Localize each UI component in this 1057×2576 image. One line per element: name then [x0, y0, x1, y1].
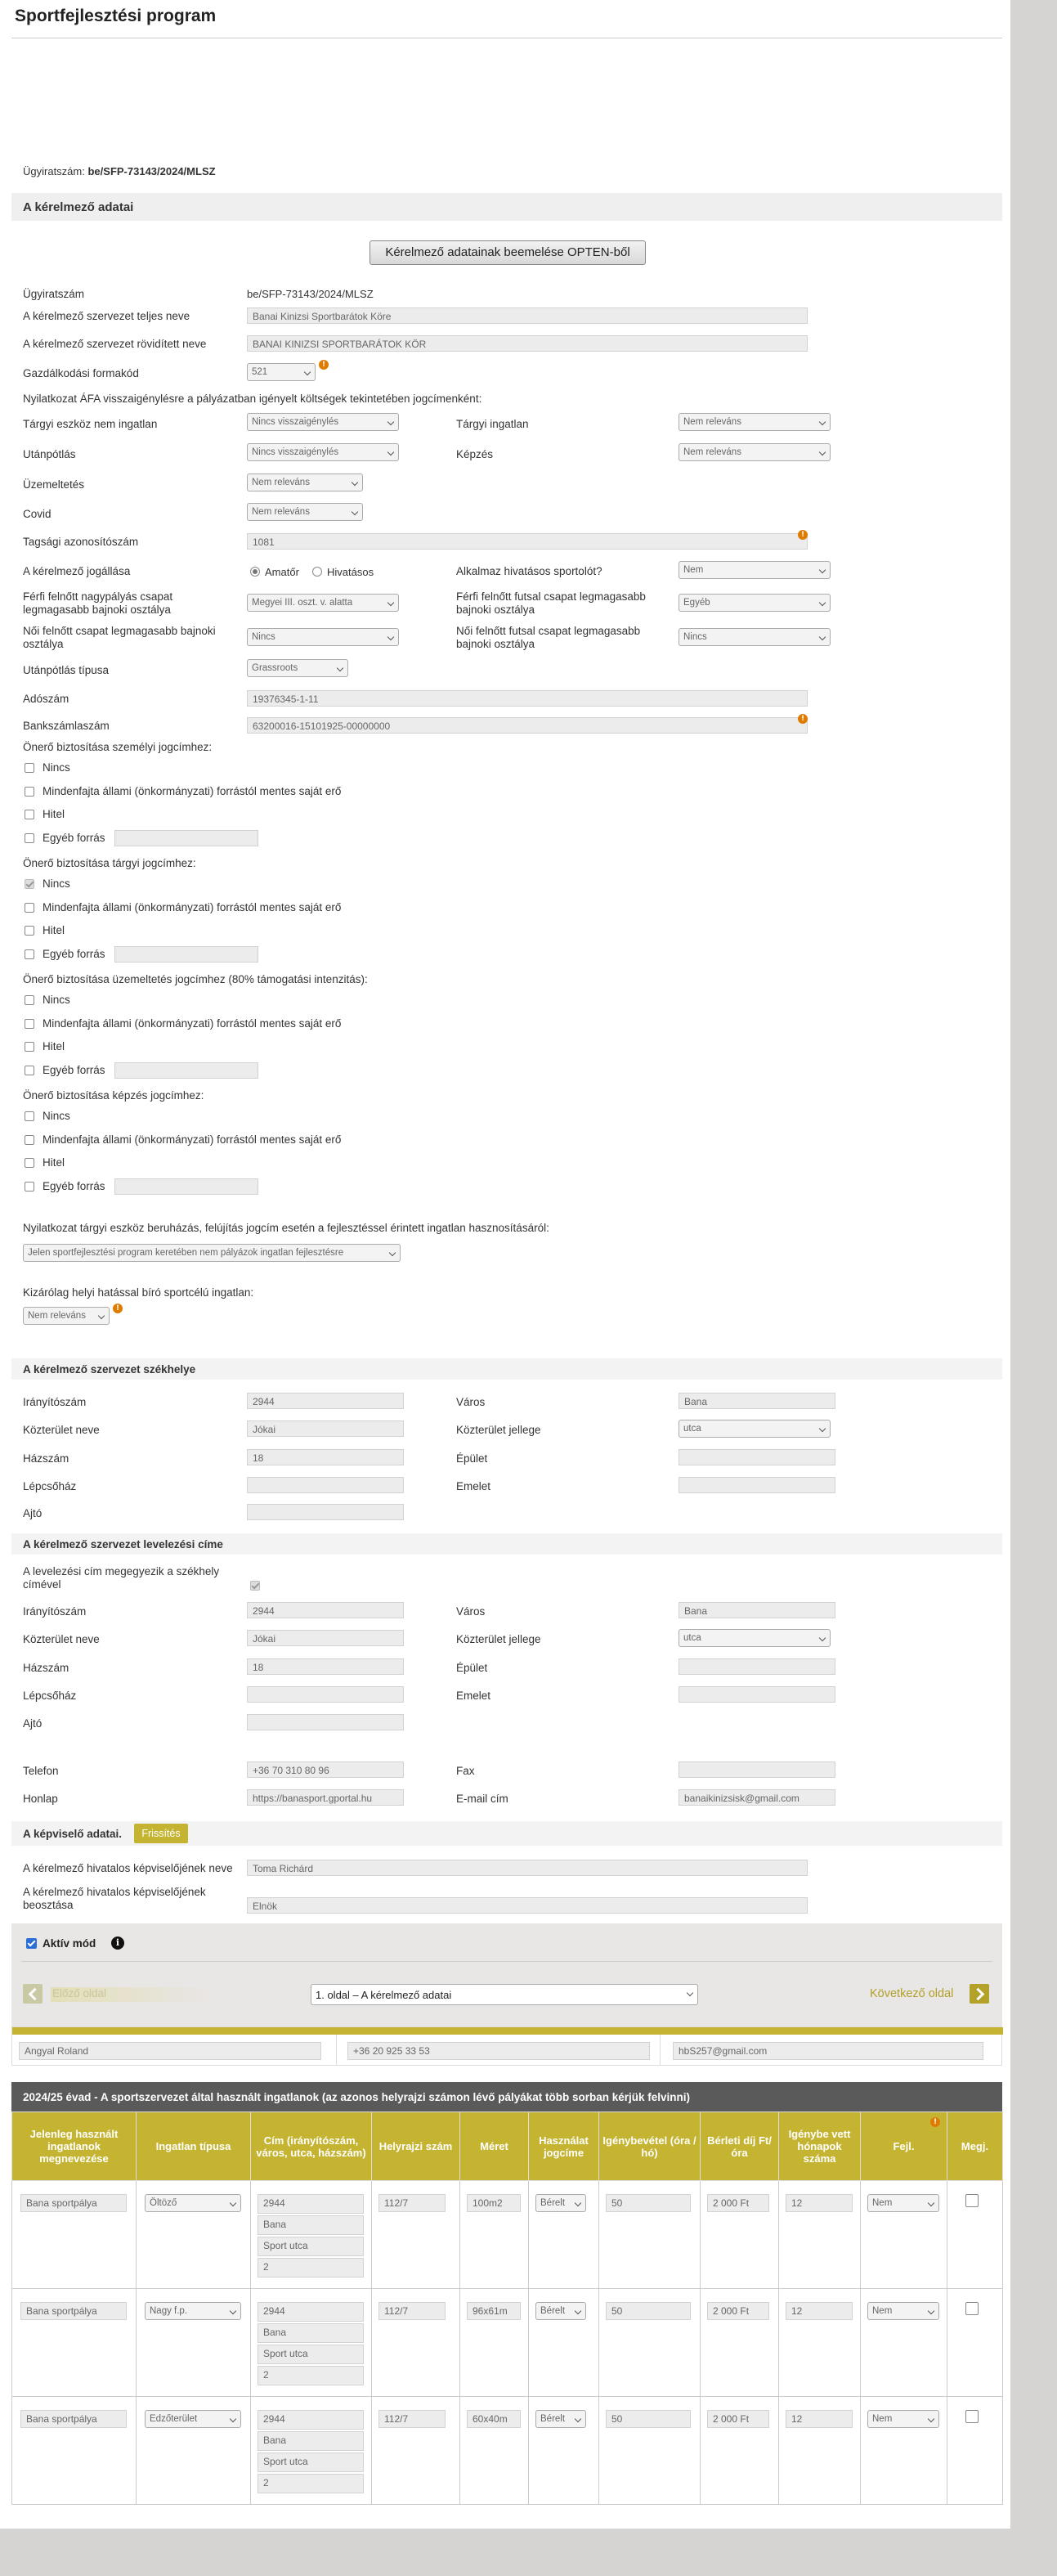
applicant-section-header — [11, 193, 1002, 221]
facilities-column-header: Fejl. ! — [861, 2112, 947, 2181]
women-league-label: Női felnőtt csapat legmagasabb bajnoki osztálya — [23, 625, 216, 650]
nav-divider — [21, 1961, 992, 1962]
case-no-value: be/SFP-73143/2024/MLSZ — [247, 288, 374, 300]
own-funds-option-label: Nincs — [43, 1110, 70, 1122]
facility-note-checkbox[interactable] — [965, 2410, 979, 2423]
facility-street-input[interactable]: Sport utca — [258, 2453, 364, 2472]
facility-hours-input[interactable]: 50 — [606, 2302, 691, 2320]
facilities-column-header: Helyrajzi szám — [372, 2112, 460, 2181]
own-funds-option-label: Egyéb forrás — [43, 947, 105, 960]
facility-house-input[interactable]: 2 — [258, 2366, 364, 2385]
own-funds-option-label: Mindenfajta állami (önkormányzati) forrástól mentes saját erő — [43, 784, 342, 797]
facility-months-input[interactable]: 12 — [786, 2410, 853, 2428]
fax-label: Fax — [456, 1765, 475, 1777]
men-futsal-label: Férfi felnőtt futsal csapat legmagasabb bajnoki osztálya — [456, 590, 646, 616]
mail-same-label: A levelezési cím megegyezik a székhely címével — [23, 1565, 220, 1591]
web-input[interactable]: https://banasport.gportal.hu — [247, 1789, 404, 1806]
own-funds-checkbox[interactable] — [25, 810, 34, 819]
facility-hours-input[interactable]: 50 — [606, 2410, 691, 2428]
next-page-button[interactable]: Következő oldal — [870, 1987, 954, 2000]
seat-zip-label: Irányítószám — [23, 1396, 87, 1408]
men-futsal-select[interactable]: Egyéb — [679, 594, 831, 612]
facilities-column-header: Méret — [460, 2112, 529, 2181]
facilities-column-header: Igénybe vett hónapok száma — [779, 2112, 861, 2181]
gold-bar — [12, 2027, 1003, 2035]
contact-person-panel — [11, 2026, 1002, 2066]
seat-street-label: Közterület neve — [23, 1424, 100, 1436]
own-funds-other-input[interactable] — [114, 830, 258, 846]
table-row — [12, 2289, 1003, 2397]
employs-pro-select[interactable]: Nem — [679, 561, 831, 579]
seat-floor-input[interactable] — [679, 1477, 835, 1493]
own-funds-checkbox[interactable] — [25, 1019, 34, 1029]
table-row — [12, 2181, 1003, 2289]
training-select[interactable]: Nem releváns — [679, 443, 831, 461]
facility-hrsz-input[interactable]: 112/7 — [378, 2410, 446, 2428]
warning-icon: ! — [113, 1304, 123, 1313]
facility-type-select[interactable]: Nagy f.p. — [145, 2302, 241, 2320]
prev-page-button[interactable]: Előző oldal — [51, 1987, 213, 2002]
seat-city-input[interactable]: Bana — [679, 1393, 835, 1409]
facility-fee-input[interactable]: 2 000 Ft — [707, 2410, 769, 2428]
facility-zip-input[interactable]: 2944 — [258, 2410, 364, 2430]
facility-hrsz-input[interactable]: 112/7 — [378, 2302, 446, 2320]
own-funds-checkbox[interactable] — [25, 1158, 34, 1168]
full-name-input[interactable]: Banai Kinizsi Sportbarátok Köre — [247, 307, 808, 324]
bank-input[interactable]: 63200016-15101925-00000000 — [247, 717, 808, 734]
facility-size-input[interactable]: 96x61m — [467, 2302, 521, 2320]
own-funds-title: Önerő biztosítása képzés jogcímhez: — [23, 1089, 204, 1102]
facility-note-checkbox[interactable] — [965, 2194, 979, 2207]
email-input[interactable]: banaikinizsisk@gmail.com — [679, 1789, 835, 1806]
warning-icon: ! — [798, 530, 808, 540]
seat-section-title: A kérelmező szervezet székhelye — [23, 1363, 196, 1376]
own-funds-option-label: Egyéb forrás — [43, 1179, 105, 1192]
facilities-column-header: Bérleti díj Ft/óra — [701, 2112, 779, 2181]
own-funds-option-label: Hitel — [43, 924, 65, 936]
page-title: Sportfejlesztési program — [15, 7, 217, 25]
contact-person-name[interactable]: Angyal Roland — [19, 2042, 321, 2060]
facility-fee-input[interactable]: 2 000 Ft — [707, 2194, 769, 2212]
opten-import-button[interactable]: Kérelmező adatainak beemelése OPTEN-ből — [370, 240, 646, 265]
training-label: Képzés — [456, 448, 494, 460]
mail-door-label: Ajtó — [23, 1717, 43, 1730]
own-funds-other-input[interactable] — [114, 1062, 258, 1079]
facility-name-input[interactable]: Bana sportpálya — [20, 2194, 127, 2212]
own-funds-option-label: Mindenfajta állami (önkormányzati) forrástól mentes saját erő — [43, 1133, 342, 1146]
mail-city-input[interactable]: Bana — [679, 1602, 835, 1618]
seat-stair-label: Lépcsőház — [23, 1480, 77, 1492]
own-funds-option-label: Nincs — [43, 761, 70, 774]
contact-person-email[interactable]: hbS257@gmail.com — [673, 2042, 983, 2060]
seat-house-label: Házszám — [23, 1452, 69, 1465]
vat-statement: Nyilatkozat ÁFA visszaigénylésre a pályázatban igényelt költségek tekintetében jogcímenként: — [23, 393, 482, 405]
mail-building-input[interactable] — [679, 1658, 835, 1675]
youth-label: Utánpótlás — [23, 448, 76, 460]
facility-use-select[interactable]: Bérelt — [535, 2410, 586, 2428]
facility-note-checkbox[interactable] — [965, 2302, 979, 2315]
own-funds-option-label: Egyéb forrás — [43, 1063, 105, 1076]
seat-door-label: Ajtó — [23, 1507, 43, 1519]
mail-same-checkbox[interactable] — [250, 1581, 260, 1591]
tax-input[interactable]: 19376345-1-11 — [247, 690, 808, 707]
mail-zip-label: Irányítószám — [23, 1605, 87, 1618]
representative-section-header — [11, 1821, 1002, 1846]
seat-door-input[interactable] — [247, 1504, 404, 1520]
mail-stair-label: Lépcsőház — [23, 1690, 77, 1702]
case-number-label: Ügyiratszám: — [23, 165, 85, 177]
facility-dev-select[interactable]: Nem — [867, 2410, 939, 2428]
facilities-column-header: Igénybevétel (óra / hó) — [599, 2112, 701, 2181]
active-mode-label: Aktív mód — [43, 1937, 96, 1950]
facility-street-input[interactable]: Sport utca — [258, 2237, 364, 2256]
mail-zip-input[interactable]: 2944 — [247, 1602, 404, 1618]
facility-use-select[interactable]: Bérelt — [535, 2302, 586, 2320]
rep-name-label: A kérelmező hivatalos képviselőjének neve — [23, 1862, 233, 1874]
phone-label: Telefon — [23, 1765, 59, 1777]
own-funds-checkbox[interactable] — [25, 1135, 34, 1145]
full-name-label: A kérelmező szervezet teljes neve — [23, 310, 190, 322]
seat-zip-input[interactable]: 2944 — [247, 1393, 404, 1409]
own-funds-checkbox[interactable] — [25, 787, 34, 797]
mail-section-title: A kérelmező szervezet levelezési címe — [23, 1538, 223, 1551]
own-funds-option-label: Egyéb forrás — [43, 831, 105, 844]
facility-type-select[interactable]: Edzőterület — [145, 2410, 241, 2428]
seat-building-input[interactable] — [679, 1449, 835, 1465]
contact-person-phone[interactable]: +36 20 925 33 53 — [347, 2042, 650, 2060]
facilities-title-bar — [11, 2082, 1002, 2112]
own-funds-checkbox[interactable] — [25, 1182, 34, 1192]
email-label: E-mail cím — [456, 1793, 508, 1805]
mail-street-input[interactable]: Jókai — [247, 1630, 404, 1646]
men-league-select[interactable]: Megyei III. oszt. v. alatta — [247, 594, 399, 612]
mail-house-input[interactable]: 18 — [247, 1658, 404, 1675]
facility-use-select[interactable]: Bérelt — [535, 2194, 586, 2212]
own-funds-checkbox[interactable] — [25, 995, 34, 1005]
covid-select[interactable]: Nem releváns — [247, 503, 363, 521]
own-funds-checkbox[interactable] — [25, 1111, 34, 1121]
own-funds-checkbox[interactable] — [25, 903, 34, 913]
local-select[interactable]: Nem releváns — [23, 1307, 110, 1325]
next-arrow-icon[interactable] — [970, 1984, 989, 2004]
phone-input[interactable]: +36 70 310 80 96 — [247, 1761, 404, 1778]
property-select[interactable]: Nem releváns — [679, 413, 831, 431]
amateur-label: Amatőr — [265, 566, 299, 578]
pro-radio[interactable] — [312, 567, 322, 577]
mail-section-header — [11, 1533, 1002, 1555]
tax-label: Adószám — [23, 693, 69, 705]
employs-pro-label: Alkalmaz hivatásos sportolót? — [456, 565, 602, 577]
seat-street-input[interactable]: Jókai — [247, 1420, 404, 1437]
mail-street-type-label: Közterület jellege — [456, 1633, 541, 1645]
rep-role-label: A kérelmező hivatalos képviselőjének beosztása — [23, 1886, 206, 1911]
own-funds-checkbox[interactable] — [25, 763, 34, 773]
member-id-input[interactable]: 1081 — [247, 533, 808, 550]
facility-hrsz-input[interactable]: 112/7 — [378, 2194, 446, 2212]
rep-role-input[interactable]: Elnök — [247, 1897, 808, 1914]
own-funds-option-label: Nincs — [43, 994, 70, 1006]
mail-stair-input[interactable] — [247, 1686, 404, 1703]
facility-name-input[interactable]: Bana sportpálya — [20, 2410, 127, 2428]
own-funds-checkbox[interactable] — [25, 833, 34, 843]
amateur-radio[interactable] — [250, 567, 260, 577]
facilities-column-header: Megj. — [947, 2112, 1003, 2181]
facility-type-select[interactable]: Öltöző — [145, 2194, 241, 2212]
pro-label: Hivatásos — [327, 566, 374, 578]
seat-building-label: Épület — [456, 1452, 488, 1465]
facilities-column-header: Jelenleg használt ingatlanok megnevezése — [12, 2112, 137, 2181]
econ-form-select[interactable]: 521 — [247, 363, 316, 381]
facility-zip-input[interactable]: 2944 — [258, 2194, 364, 2214]
mail-house-label: Házszám — [23, 1662, 69, 1674]
seat-city-label: Város — [456, 1396, 486, 1408]
facilities-column-header: Használat jogcíme — [529, 2112, 599, 2181]
own-funds-title: Önerő biztosítása üzemeltetés jogcímhez (80% támogatási intenzitás): — [23, 973, 368, 985]
utilization-select[interactable]: Jelen sportfejlesztési program keretében nem pályázok ingatlan fejlesztésre — [23, 1244, 401, 1262]
facilities-column-header: Ingatlan típusa — [137, 2112, 251, 2181]
facility-size-input[interactable]: 60x40m — [467, 2410, 521, 2428]
own-funds-option-label: Hitel — [43, 808, 65, 820]
facility-city-input[interactable]: Bana — [258, 2215, 364, 2235]
own-funds-option-label: Hitel — [43, 1040, 65, 1052]
prev-arrow-icon[interactable] — [23, 1984, 43, 2004]
own-funds-checkbox[interactable] — [25, 879, 34, 889]
case-number-value: be/SFP-73143/2024/MLSZ — [87, 165, 216, 177]
seat-street-type-select[interactable]: utca — [679, 1420, 831, 1438]
mail-floor-input[interactable] — [679, 1686, 835, 1703]
rep-name-input[interactable]: Toma Richárd — [247, 1860, 808, 1876]
women-league-select[interactable]: Nincs — [247, 628, 399, 646]
tools-select[interactable]: Nincs visszaigénylés — [247, 413, 399, 431]
facility-house-input[interactable]: 2 — [258, 2258, 364, 2278]
warning-icon: ! — [319, 360, 329, 370]
warning-icon: ! — [798, 714, 808, 724]
member-id-label: Tagsági azonosítószám — [23, 536, 139, 548]
own-funds-title: Önerő biztosítása személyi jogcímhez: — [23, 741, 213, 753]
case-no-label: Ügyiratszám — [23, 288, 85, 300]
legal-status-label: A kérelmező jogállása — [23, 565, 131, 577]
econ-form-label: Gazdálkodási formakód — [23, 367, 139, 379]
active-mode-checkbox[interactable] — [26, 1938, 37, 1949]
tools-label: Tárgyi eszköz nem ingatlan — [23, 418, 158, 430]
own-funds-option-label: Mindenfajta állami (önkormányzati) forrástól mentes saját erő — [43, 1016, 342, 1030]
youth-type-select[interactable]: Grassroots — [247, 659, 348, 677]
youth-type-label: Utánpótlás típusa — [23, 664, 110, 676]
facilities-column-header: Cím (irányítószám, város, utca, házszám) — [251, 2112, 372, 2181]
bank-label: Bankszámlaszám — [23, 720, 110, 732]
facility-dev-select[interactable]: Nem — [867, 2302, 939, 2320]
own-funds-checkbox[interactable] — [25, 949, 34, 959]
fax-input[interactable] — [679, 1761, 835, 1778]
mail-building-label: Épület — [456, 1662, 488, 1674]
seat-section-header — [11, 1358, 1002, 1380]
covid-label: Covid — [23, 508, 52, 520]
short-name-input[interactable]: BANAI KINIZSI SPORTBARÁTOK KÖR — [247, 335, 808, 352]
facility-fee-input[interactable]: 2 000 Ft — [707, 2302, 769, 2320]
facility-city-input[interactable]: Bana — [258, 2323, 364, 2343]
facility-street-input[interactable]: Sport utca — [258, 2345, 364, 2364]
facility-hours-input[interactable]: 50 — [606, 2194, 691, 2212]
web-label: Honlap — [23, 1793, 58, 1805]
own-funds-title: Önerő biztosítása tárgyi jogcímhez: — [23, 857, 196, 869]
facility-months-input[interactable]: 12 — [786, 2302, 853, 2320]
applicant-section-title: A kérelmező adatai — [23, 200, 134, 214]
facility-months-input[interactable]: 12 — [786, 2194, 853, 2212]
own-funds-option-label: Nincs — [43, 877, 70, 890]
facility-zip-input[interactable]: 2944 — [258, 2302, 364, 2322]
seat-stair-input[interactable] — [247, 1477, 404, 1493]
facility-size-input[interactable]: 100m2 — [467, 2194, 521, 2212]
utilization-label: Nyilatkozat tárgyi eszköz beruházás, felújítás jogcím esetén a fejlesztéssel érintett ingatlan hasznosításáról: — [23, 1222, 549, 1234]
operation-select[interactable]: Nem releváns — [247, 473, 363, 491]
own-funds-option-label: Hitel — [43, 1156, 65, 1169]
facilities-title: 2024/25 évad - A sportszervezet által használt ingatlanok (az azonos helyrajzi számon lévő pályákat több sorban kérjük felvinni) — [23, 2091, 691, 2103]
facility-dev-select[interactable]: Nem — [867, 2194, 939, 2212]
own-funds-checkbox[interactable] — [25, 1042, 34, 1052]
short-name-label: A kérelmező szervezet rövidített neve — [23, 338, 207, 350]
facility-name-input[interactable]: Bana sportpálya — [20, 2302, 127, 2320]
mail-street-type-select[interactable]: utca — [679, 1629, 831, 1647]
women-futsal-select[interactable]: Nincs — [679, 628, 831, 646]
men-league-label: Férfi felnőtt nagypályás csapat legmagasabb bajnoki osztálya — [23, 590, 173, 616]
property-label: Tárgyi ingatlan — [456, 418, 529, 430]
mail-floor-label: Emelet — [456, 1690, 491, 1702]
mail-street-label: Közterület neve — [23, 1633, 100, 1645]
operation-label: Üzemeltetés — [23, 478, 85, 491]
warning-icon: ! — [930, 2117, 940, 2127]
youth-select[interactable]: Nincs visszaigénylés — [247, 443, 399, 461]
representative-section-title: A képviselő adatai. — [23, 1828, 123, 1840]
facility-city-input[interactable]: Bana — [258, 2431, 364, 2451]
own-funds-other-input[interactable] — [114, 946, 258, 963]
refresh-button[interactable]: Frissítés — [134, 1824, 188, 1843]
info-icon[interactable]: i — [111, 1936, 124, 1950]
mail-door-input[interactable] — [247, 1714, 404, 1730]
navigation-panel — [11, 1923, 1002, 2026]
own-funds-checkbox[interactable] — [25, 1066, 34, 1075]
seat-floor-label: Emelet — [456, 1480, 491, 1492]
own-funds-other-input[interactable] — [114, 1178, 258, 1195]
mail-city-label: Város — [456, 1605, 486, 1618]
case-number — [23, 165, 216, 177]
seat-street-type-label: Közterület jellege — [456, 1424, 541, 1436]
page-select[interactable]: 1. oldal – A kérelmező adatai — [311, 1984, 698, 2005]
facilities-table — [11, 2112, 1003, 2505]
table-row — [12, 2397, 1003, 2505]
facility-house-input[interactable]: 2 — [258, 2474, 364, 2493]
own-funds-option-label: Mindenfajta állami (önkormányzati) forrástól mentes saját erő — [43, 900, 342, 913]
own-funds-checkbox[interactable] — [25, 926, 34, 936]
seat-house-input[interactable]: 18 — [247, 1449, 404, 1465]
women-futsal-label: Női felnőtt futsal csapat legmagasabb bajnoki osztálya — [456, 625, 641, 650]
local-label: Kizárólag helyi hatással bíró sportcélú ingatlan: — [23, 1286, 254, 1299]
